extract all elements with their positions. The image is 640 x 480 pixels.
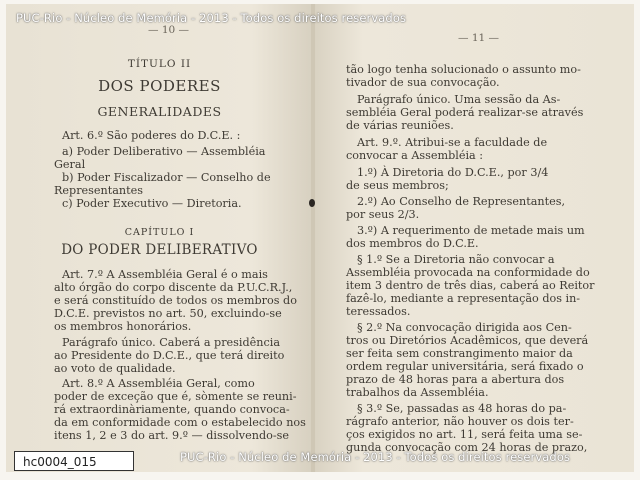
text-line: Art. 6.º São poderes do D.C.E. : [62, 129, 241, 142]
text-line: item 3 dentro de três dias, caberá ao Reitor [346, 279, 595, 292]
text-line: § 1.º Se a Diretoria não convocar a [357, 253, 555, 266]
text-line: da em conformidade com o estabelecido nos [54, 416, 306, 429]
text-line: Art. 7.º A Assembléia Geral é o mais [62, 268, 268, 281]
text-line: sembléia Geral poderá realizar-se através [346, 106, 584, 119]
text-line: ao voto de qualidade. [54, 362, 176, 375]
text-line: Art. 9.º. Atribui-se a faculdade de [357, 136, 548, 149]
text-line: b) Poder Fiscalizador — Conselho de [62, 171, 271, 184]
subsection-heading: GENERALIDADES [97, 104, 222, 119]
text-line: Representantes [54, 184, 143, 197]
watermark-bottom: PUC-Rio - Núcleo de Memória - 2013 - Todos os direitos reservados [180, 450, 571, 464]
left-page-number: — 10 — [148, 24, 190, 36]
text-line: convocar a Assembléia : [346, 149, 484, 162]
text-line: ser feita sem constrangimento maior da [346, 347, 573, 360]
text-line: 1.º) À Diretoria do D.C.E., por 3/4 [357, 166, 549, 179]
section-heading: DOS PODERES [98, 77, 221, 95]
chapter-heading: CAPÍTULO I [124, 227, 195, 238]
text-line: rá extraordinàriamente, quando convoca- [54, 403, 290, 416]
text-line: tão logo tenha solucionado o assunto mo- [346, 63, 581, 76]
text-line: de seus membros; [346, 179, 449, 192]
text-line: a) Poder Deliberativo — Assembléia [62, 145, 266, 158]
text-line: ordem regular universitária, será fixado o [346, 360, 584, 373]
text-line: trabalhos da Assembléia. [346, 386, 489, 399]
text-line: 2.º) Ao Conselho de Representantes, [357, 195, 566, 208]
text-line: e será constituído de todos os membros do [54, 294, 297, 307]
right-page [315, 4, 634, 472]
text-line: de várias reuniões. [346, 119, 454, 132]
text-line: 3.º) A requerimento de metade mais um [357, 224, 585, 237]
left-page [6, 4, 313, 472]
text-line: Geral [54, 158, 86, 171]
text-line: por seus 2/3. [346, 208, 420, 221]
text-line: itens 1, 2 e 3 do art. 9.º — dissolvendo-se [54, 429, 289, 442]
title-heading: TÍTULO II [127, 58, 192, 70]
text-line: § 2.º Na convocação dirigida aos Cen- [357, 321, 572, 334]
watermark-top: PUC-Rio - Núcleo de Memória - 2013 - Todos os direitos reservados [16, 11, 407, 25]
text-line: Parágrafo único. Caberá a presidência [62, 336, 280, 349]
text-line: D.C.E. previstos no art. 50, excluindo-se [54, 307, 282, 320]
text-line: rágrafo anterior, não houver os dois ter- [346, 415, 574, 428]
text-line: Assembléia provocada na conformidade do [346, 266, 590, 279]
text-line: § 3.º Se, passadas as 48 horas do pa- [357, 402, 567, 415]
text-line: ao Presidente do D.C.E., que terá direito [54, 349, 285, 362]
text-line: teressados. [346, 305, 411, 318]
text-line: c) Poder Executivo — Diretoria. [62, 197, 242, 210]
book-spread [6, 4, 634, 472]
right-page-number: — 11 — [458, 32, 500, 44]
text-line: prazo de 48 horas para a abertura dos [346, 373, 565, 386]
text-line: tros ou Diretórios Acadêmicos, que deverá [346, 334, 589, 347]
text-line: poder de exceção que é, sòmente se reuni- [54, 390, 297, 403]
chapter-title: DO PODER DELIBERATIVO [61, 242, 258, 258]
text-line: fazê-lo, mediante a representação dos in- [346, 292, 581, 305]
text-line: Parágrafo único. Uma sessão da As- [357, 93, 561, 106]
text-line: alto órgão do corpo discente da P.U.C.R.J., [54, 281, 293, 294]
text-line: dos membros do D.C.E. [346, 237, 479, 250]
text-line: gunda convocação com 24 horas de prazo, [346, 441, 588, 454]
text-line: ços exigidos no art. 11, será feita uma se- [346, 428, 583, 441]
image-id-label: hc0004_015 [14, 451, 134, 471]
text-line: tivador de sua convocação. [346, 76, 500, 89]
text-line: os membros honorários. [54, 320, 192, 333]
text-line: Art. 8.º A Assembléia Geral, como [62, 377, 255, 390]
